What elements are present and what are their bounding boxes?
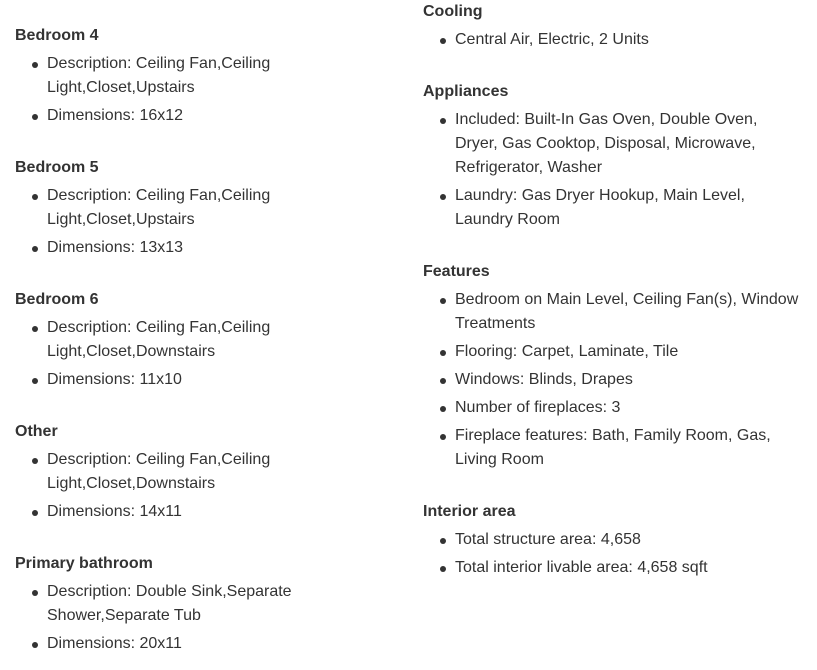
section-interior-area	[423, 500, 817, 584]
section-features	[423, 260, 817, 476]
fact-list	[15, 580, 315, 656]
bullet-icon	[32, 378, 38, 384]
bullet-icon	[440, 350, 446, 356]
bullet-icon	[32, 246, 38, 252]
fact-text: Dimensions: 16x12	[47, 107, 184, 124]
fact-text: Included: Built-In Gas Oven, Double Oven, Dryer, Gas Cooktop, Disposal, Microwave, Refrigerator, Washer	[455, 111, 758, 176]
fact-text: Windows: Blinds, Drapes	[455, 371, 633, 388]
bullet-icon	[440, 406, 446, 412]
fact-text: Flooring: Carpet, Laminate, Tile	[455, 343, 679, 360]
list-item	[15, 632, 315, 656]
list-item	[423, 556, 817, 580]
list-item	[423, 368, 817, 392]
list-item	[423, 288, 817, 336]
fact-text: Dimensions: 13x13	[47, 239, 184, 256]
section-other	[15, 420, 315, 528]
fact-list	[15, 52, 315, 128]
list-item	[423, 528, 817, 552]
list-item	[423, 340, 817, 364]
list-item	[15, 316, 315, 364]
section-title: Features	[423, 263, 490, 280]
fact-text: Dimensions: 14x11	[47, 503, 182, 520]
section-title: Bedroom 6	[15, 291, 99, 308]
section-title: Appliances	[423, 83, 509, 100]
section-primary-bathroom	[15, 552, 315, 660]
fact-text: Total interior livable area: 4,658 sqft	[455, 559, 708, 576]
bullet-icon	[32, 114, 38, 120]
section-cooling	[423, 0, 817, 56]
section-title: Bedroom 4	[15, 27, 99, 44]
fact-text: Dimensions: 11x10	[47, 371, 182, 388]
list-item	[423, 396, 817, 420]
bullet-icon	[32, 458, 38, 464]
bullet-icon	[32, 326, 38, 332]
fact-text: Total structure area: 4,658	[455, 531, 641, 548]
list-item	[423, 184, 775, 232]
bullet-icon	[32, 62, 38, 68]
list-item	[15, 184, 315, 232]
list-item	[423, 108, 775, 180]
fact-list	[423, 288, 817, 472]
bullet-icon	[32, 642, 38, 648]
fact-text: Bedroom on Main Level, Ceiling Fan(s), Window Treatments	[455, 291, 799, 332]
list-item	[423, 424, 795, 472]
list-item	[15, 448, 315, 496]
fact-text: Number of fireplaces: 3	[455, 399, 621, 416]
fact-list	[423, 528, 817, 580]
section-title: Bedroom 5	[15, 159, 99, 176]
section-bedroom-4	[15, 24, 315, 132]
bullet-icon	[440, 194, 446, 200]
bullet-icon	[32, 590, 38, 596]
bullet-icon	[440, 298, 446, 304]
list-item	[15, 52, 315, 100]
fact-text: Dimensions: 20x11	[47, 635, 182, 652]
section-bedroom-6	[15, 288, 315, 396]
fact-text: Central Air, Electric, 2 Units	[455, 31, 649, 48]
list-item	[15, 500, 315, 524]
bullet-icon	[440, 434, 446, 440]
section-title: Other	[15, 423, 58, 440]
list-item	[423, 28, 817, 52]
list-item	[15, 580, 315, 628]
fact-text: Description: Ceiling Fan,Ceiling Light,Closet,Downstairs	[47, 319, 271, 360]
bullet-icon	[32, 510, 38, 516]
fact-text: Fireplace features: Bath, Family Room, Gas, Living Room	[455, 427, 771, 468]
list-item	[15, 368, 315, 392]
fact-list	[423, 28, 817, 52]
section-bedroom-5	[15, 156, 315, 264]
bullet-icon	[440, 38, 446, 44]
section-title: Primary bathroom	[15, 555, 153, 572]
fact-list	[423, 108, 817, 232]
fact-list	[15, 448, 315, 524]
bullet-icon	[440, 378, 446, 384]
section-title: Interior area	[423, 503, 516, 520]
fact-list	[15, 316, 315, 392]
fact-text: Description: Ceiling Fan,Ceiling Light,Closet,Upstairs	[47, 55, 271, 96]
list-item	[15, 104, 315, 128]
bullet-icon	[440, 538, 446, 544]
fact-text: Description: Ceiling Fan,Ceiling Light,Closet,Downstairs	[47, 451, 271, 492]
list-item	[15, 236, 315, 260]
fact-list	[15, 184, 315, 260]
fact-text: Description: Ceiling Fan,Ceiling Light,Closet,Upstairs	[47, 187, 271, 228]
bullet-icon	[440, 118, 446, 124]
bullet-icon	[440, 566, 446, 572]
section-appliances	[423, 80, 817, 236]
section-title: Cooling	[423, 3, 483, 20]
fact-text: Description: Double Sink,Separate Shower,Separate Tub	[47, 583, 292, 624]
bullet-icon	[32, 194, 38, 200]
fact-text: Laundry: Gas Dryer Hookup, Main Level, Laundry Room	[455, 187, 745, 228]
